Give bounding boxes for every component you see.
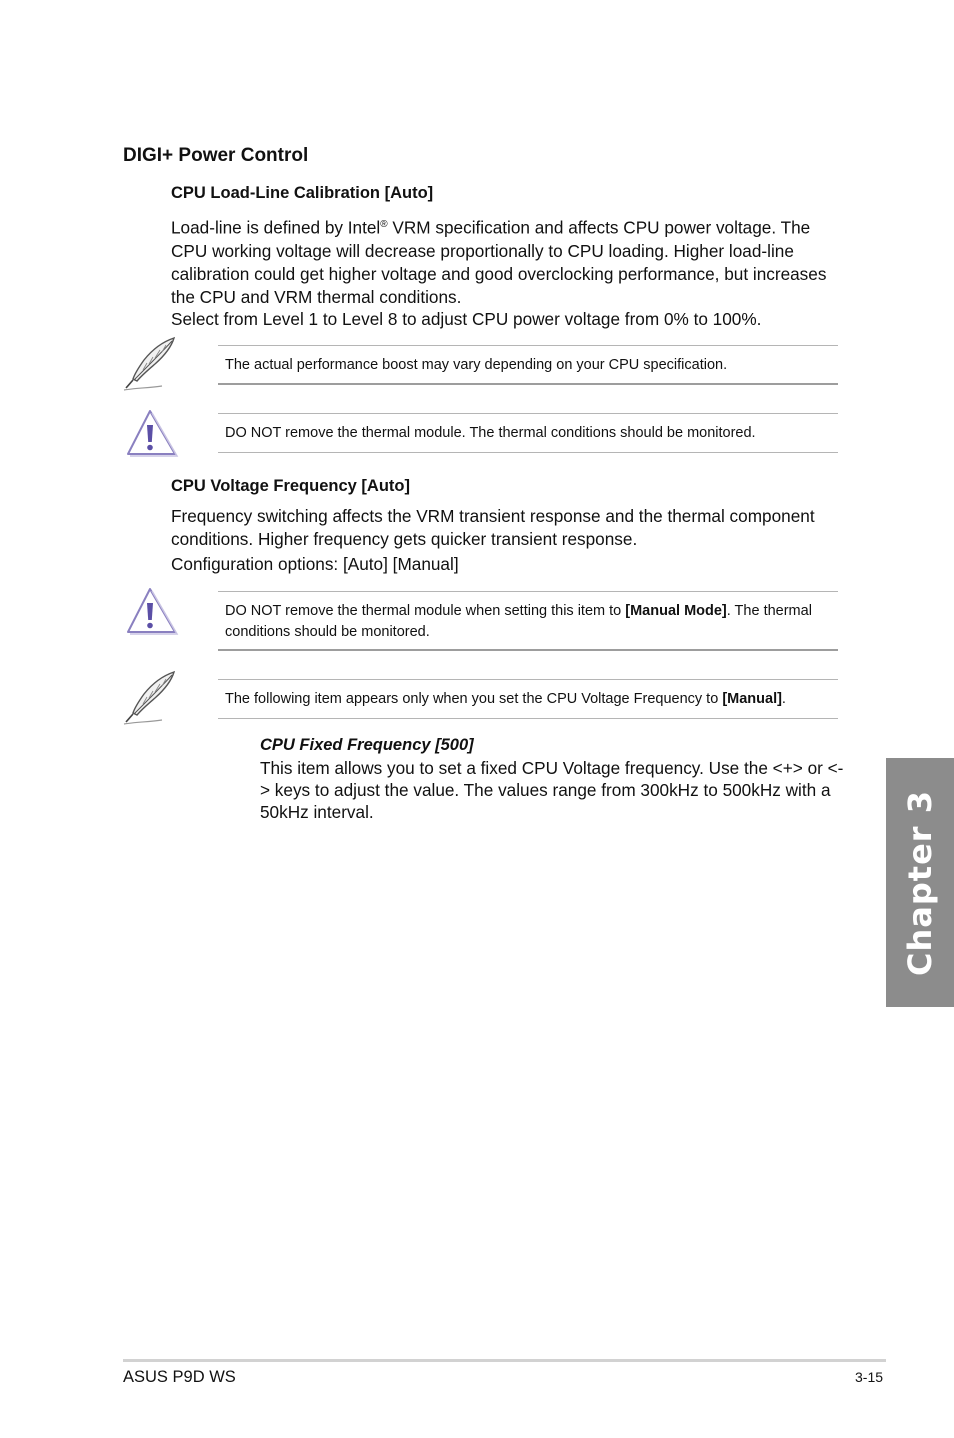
note-bottom-rule xyxy=(218,718,838,719)
item-heading-voltage-frequency: CPU Voltage Frequency [Auto] xyxy=(171,477,410,495)
item-paragraph-load-line-options: Select from Level 1 to Level 8 to adjust CPU power voltage from 0% to 100%. xyxy=(171,309,762,329)
subitem-heading: CPU Fixed Frequency [500] xyxy=(260,736,474,754)
text-run: VRM specification and affects CPU power voltage. The CPU working voltage will decrease proportionally to CPU loading. Higher load-line calibration could get higher voltage and good overclocking performance, but increases the CPU and VRM thermal conditions. xyxy=(171,217,827,307)
text-run: The following item appears only when you set the CPU Voltage Frequency to xyxy=(225,691,723,707)
warning-top-rule xyxy=(218,591,838,592)
warning-top-rule xyxy=(218,413,838,414)
item-paragraph-load-line xyxy=(171,213,843,309)
note-top-rule xyxy=(218,345,838,346)
item-heading-load-line: CPU Load-Line Calibration [Auto] xyxy=(171,184,434,202)
warning-text xyxy=(225,601,841,643)
chapter-tab-label: Chapter 3 xyxy=(901,789,939,976)
text-run: Load-line is defined by Intel xyxy=(171,217,381,238)
note-bottom-rule xyxy=(218,383,838,385)
footer-product-name: ASUS P9D WS xyxy=(123,1368,236,1386)
warning-text: DO NOT remove the thermal module. The thermal conditions should be monitored. xyxy=(225,425,756,441)
text-run: . xyxy=(781,691,786,707)
feather-pen-icon xyxy=(122,336,180,397)
note-text: The actual performance boost may vary depending on your CPU specification. xyxy=(225,357,728,373)
feather-pen-icon xyxy=(122,670,180,731)
chapter-tab xyxy=(886,758,954,1007)
item-paragraph-voltage-frequency: Frequency switching affects the VRM transient response and the thermal component conditions. Higher frequency gets quicker transient response. xyxy=(171,506,815,549)
footer-rule xyxy=(123,1359,886,1362)
footer-page-number: 3-15 xyxy=(855,1369,884,1385)
note-text xyxy=(225,689,841,710)
subitem-paragraph: This item allows you to set a fixed CPU Voltage frequency. Use the <+> or <-> keys to adjust the value. The values range from 300kHz to 500kHz with a 50kHz interval. xyxy=(260,758,844,822)
note-top-rule xyxy=(218,679,838,680)
section-title: DIGI+ Power Control xyxy=(123,145,309,166)
registered-mark: ® xyxy=(380,219,388,230)
text-run: DO NOT remove the thermal module when setting this item to xyxy=(225,603,626,619)
item-paragraph-configuration-options: Configuration options: [Auto] [Manual] xyxy=(171,554,459,574)
warning-bottom-rule xyxy=(218,649,838,651)
warning-triangle-icon xyxy=(125,586,179,641)
text-run-bold: [Manual Mode] xyxy=(625,603,727,619)
warning-triangle-icon xyxy=(125,408,179,463)
text-run: . The thermal conditions should be monitored. xyxy=(225,603,812,640)
text-run-bold: [Manual] xyxy=(722,691,782,707)
warning-bottom-rule xyxy=(218,452,838,453)
